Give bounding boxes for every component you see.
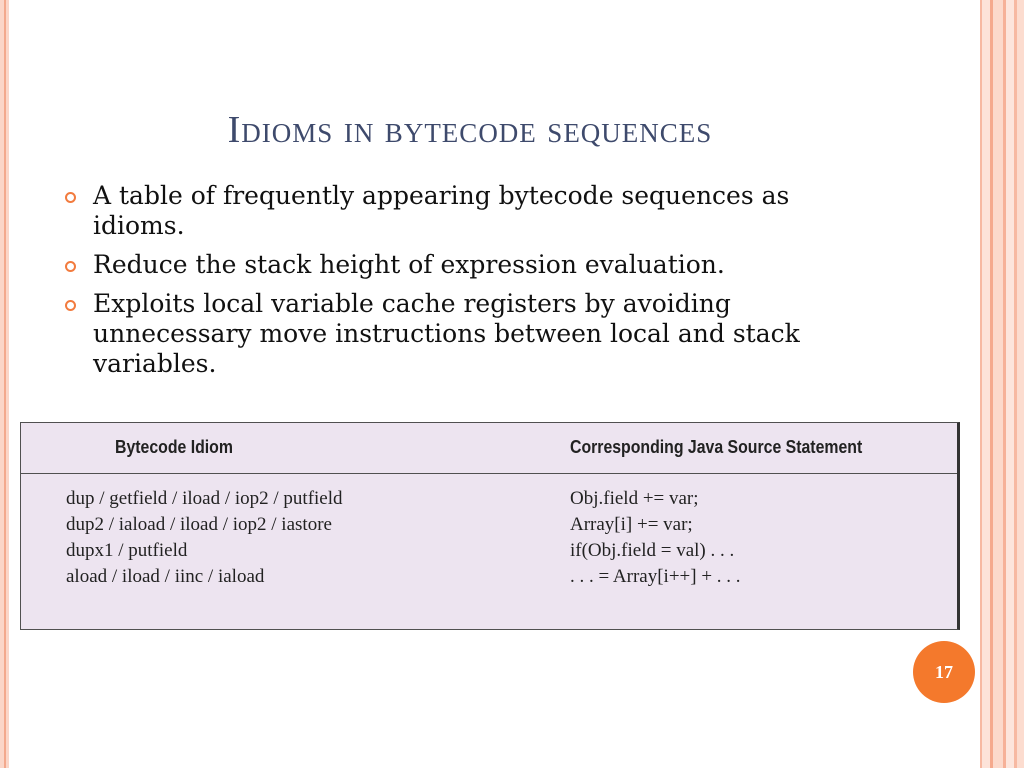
bullet-text: A table of frequently appearing bytecode sequences as idioms. <box>93 181 790 240</box>
bullet-list <box>62 181 852 388</box>
table-cell: Obj.field += var; <box>570 488 699 509</box>
column-header-java: Corresponding Java Source Statement <box>570 437 863 457</box>
circle-bullet-icon <box>65 300 76 311</box>
table-header <box>21 423 957 474</box>
bullet-item <box>62 250 852 280</box>
table-cell: aload / iload / iinc / iaload <box>66 566 265 587</box>
right-border-decoration <box>976 0 1024 768</box>
column-header-bytecode: Bytecode Idiom <box>115 437 233 457</box>
bullet-text: Reduce the stack height of expression evaluation. <box>93 250 725 279</box>
circle-bullet-icon <box>65 261 76 272</box>
bullet-text: Exploits local variable cache registers by avoiding unnecessary move instructions between local and stack variables. <box>93 289 800 378</box>
page-number-badge: 17 <box>913 641 975 703</box>
bullet-item <box>62 181 852 241</box>
circle-bullet-icon <box>65 192 76 203</box>
table-cell: dup2 / iaload / iload / iop2 / iastore <box>66 514 332 535</box>
idiom-table <box>20 422 960 630</box>
table-cell: if(Obj.field = val) . . . <box>570 540 735 561</box>
table-cell: dupx1 / putfield <box>66 540 188 561</box>
bullet-item <box>62 289 852 379</box>
table-cell: . . . = Array[i++] + . . . <box>570 566 741 587</box>
table-cell: dup / getfield / iload / iop2 / putfield <box>66 488 343 509</box>
table-cell: Array[i] += var; <box>570 514 693 535</box>
slide-title: Idioms in bytecode sequences <box>227 109 713 151</box>
